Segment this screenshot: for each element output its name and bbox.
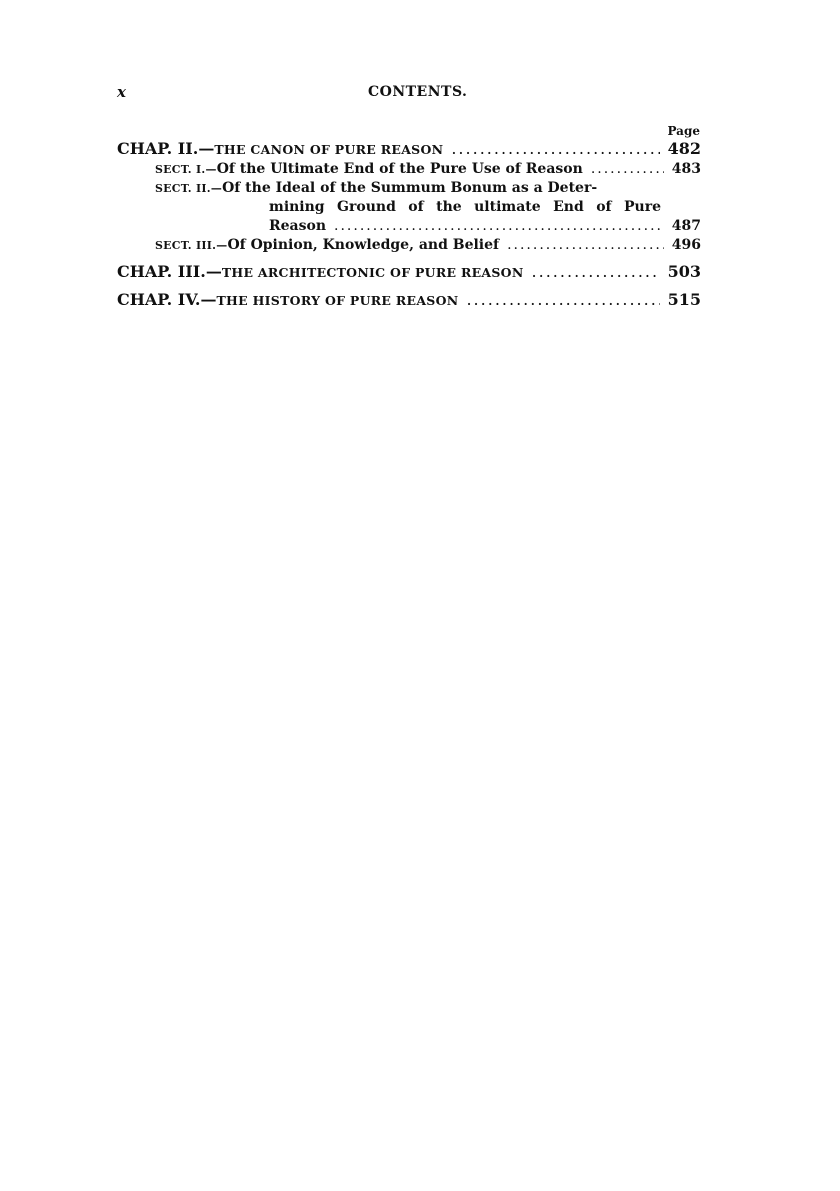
toc-entry-label [117, 262, 524, 283]
toc-entry-chap-iv [117, 290, 701, 311]
toc-entry-title: THE CANON OF PURE REASON [214, 142, 444, 157]
toc-entry-chap-iii [117, 262, 701, 283]
toc-entry-prefix: SECT. II.— [155, 182, 223, 195]
toc-entry-title-line3: Reason [269, 218, 327, 234]
toc-entry-prefix: CHAP. IV.— [117, 290, 217, 309]
toc-entry-prefix: CHAP. II.— [117, 139, 215, 158]
toc-entry-label [155, 179, 701, 198]
toc-entry-label [155, 160, 583, 179]
toc-entry-sect-ii [117, 179, 701, 236]
dot-leader [466, 290, 659, 310]
dot-leader [507, 236, 664, 255]
toc-entry-page: 483 [671, 161, 701, 177]
dot-leader [451, 139, 659, 159]
toc-entry-last-line [155, 217, 701, 236]
table-of-contents [117, 139, 701, 311]
toc-entry-title: THE HISTORY OF PURE REASON [216, 293, 459, 308]
dot-leader [591, 160, 664, 179]
page-column-label: Page [667, 124, 700, 138]
toc-entry-sect-i [117, 160, 701, 179]
toc-entry-page: 487 [671, 218, 701, 234]
toc-entry-title-line2: mining Ground of the ultimate End of Pure [269, 199, 661, 215]
toc-entry-page: 515 [667, 290, 701, 309]
toc-entry-prefix: SECT. I.— [155, 163, 217, 176]
toc-entry-chap-ii [117, 139, 701, 160]
toc-entry-title: Of Opinion, Knowledge, and Belief [227, 237, 500, 253]
toc-entry-sect-iii [117, 236, 701, 255]
toc-entry-page: 482 [667, 139, 701, 158]
page-number: x [117, 83, 126, 101]
dot-leader [532, 262, 660, 282]
running-head: CONTENTS. [368, 84, 468, 100]
toc-entry-title: THE ARCHITECTONIC OF PURE REASON [221, 265, 524, 280]
toc-entry-prefix: SECT. III.— [155, 239, 228, 252]
toc-entry-page: 503 [667, 262, 701, 281]
toc-entry-page: 496 [671, 237, 701, 253]
toc-entry-title: Of the Ultimate End of the Pure Use of Reason [216, 161, 583, 177]
toc-entry-label [155, 236, 499, 255]
toc-entry-title-line1: Of the Ideal of the Summum Bonum as a Deter- [222, 180, 598, 196]
toc-entry-prefix: CHAP. III.— [117, 262, 222, 281]
toc-entry-label [117, 290, 458, 311]
dot-leader [334, 217, 664, 236]
toc-entry-label [117, 139, 443, 160]
